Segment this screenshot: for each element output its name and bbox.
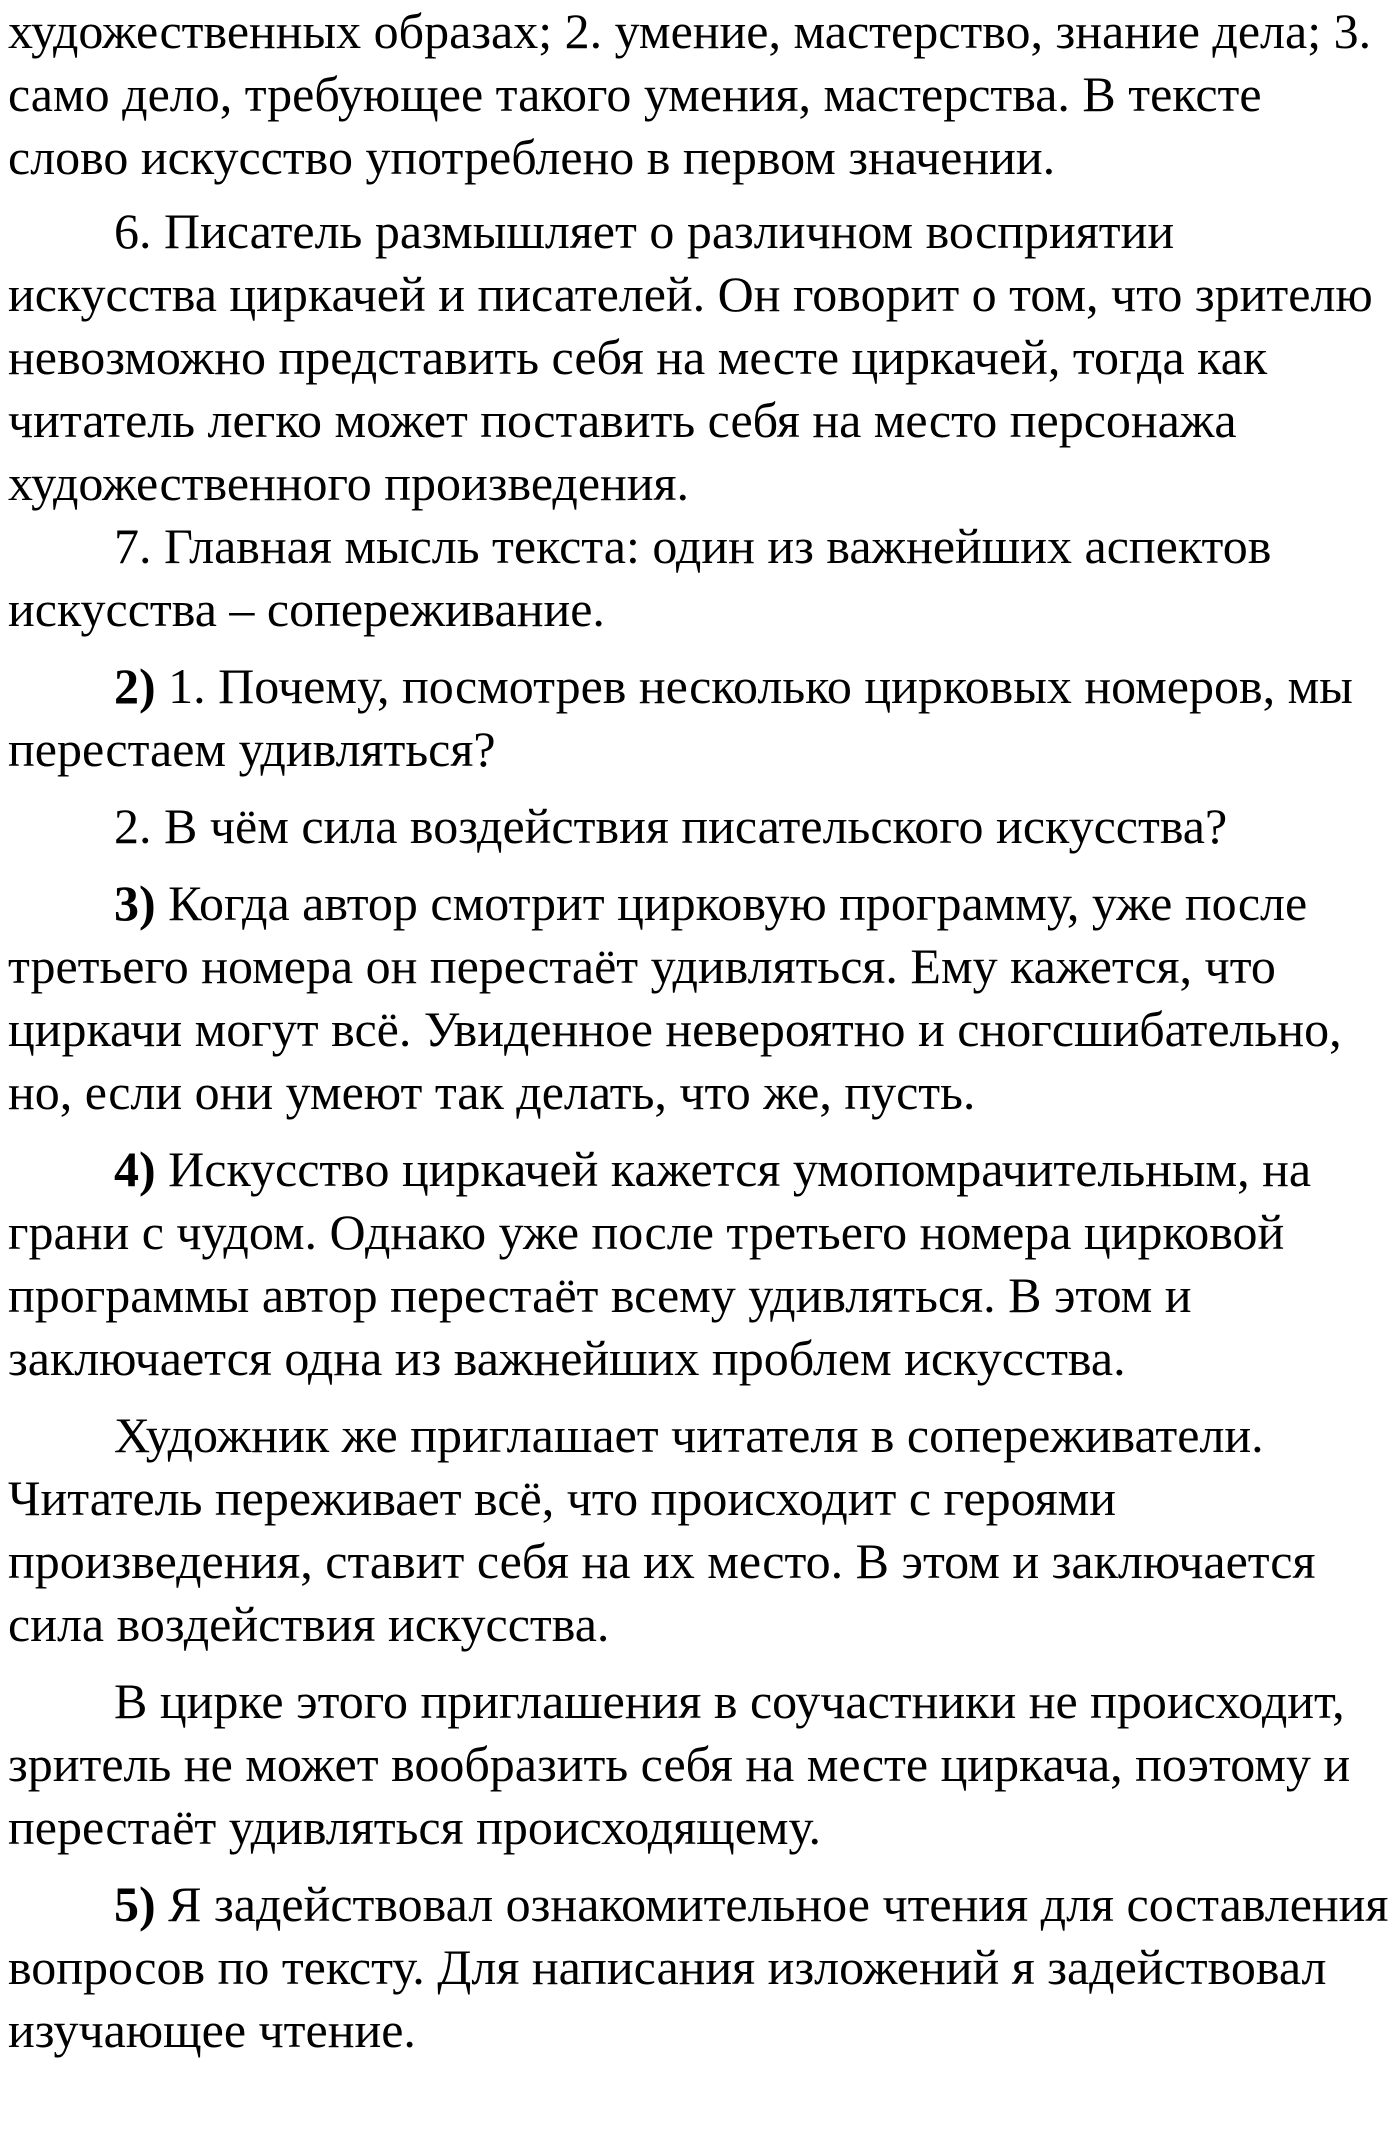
paragraph-text: 1. Почему, посмотрев несколько цирковых номеров, мы перестаем удивляться? xyxy=(8,658,1353,777)
paragraph-text: Художник же приглашает читателя в сопереживатели. Читатель переживает всё, что происходит с героями произведения, ставит себя на их место. В этом и заключается сила воздействия искусства. xyxy=(8,1407,1316,1652)
paragraph-text: 7. Главная мысль текста: один из важнейших аспектов искусства – сопереживание. xyxy=(8,518,1272,637)
task-number-label: 3) xyxy=(114,875,156,931)
paragraph-text: художественных образах; 2. умение, мастерство, знание дела; 3. само дело, требующее такого умения, мастерства. В тексте слово искусство употреблено в первом значении. xyxy=(8,3,1372,185)
paragraph-task-4 xyxy=(8,1138,1392,1390)
task-number-label: 5) xyxy=(114,1876,156,1932)
paragraph-artist xyxy=(8,1404,1392,1656)
task-number-label: 4) xyxy=(114,1141,156,1197)
paragraph-answer-7 xyxy=(8,515,1392,641)
paragraph-task-5 xyxy=(8,1873,1392,2062)
paragraph-answer-6 xyxy=(8,200,1392,515)
paragraph-circus xyxy=(8,1670,1392,1859)
paragraph-word-meanings xyxy=(8,0,1392,189)
paragraph-task-3 xyxy=(8,872,1392,1124)
paragraph-task-2 xyxy=(8,655,1392,781)
document-page xyxy=(8,0,1392,2062)
paragraph-text: Искусство циркачей кажется умопомрачительным, на грани с чудом. Однако уже после третьего номера цирковой программы автор перестаёт всему удивляться. В этом и заключается одна из важнейших проблем искусства. xyxy=(8,1141,1312,1386)
task-number-label: 2) xyxy=(114,658,156,714)
paragraph-question-2 xyxy=(8,795,1392,858)
paragraph-text: 6. Писатель размышляет о различном восприятии искусства циркачей и писателей. Он говорит о том, что зрителю невозможно представить себя на месте циркачей, тогда как читатель легко может поставить себя на место персонажа художественного произведения. xyxy=(8,203,1373,511)
paragraph-text: Когда автор смотрит цирковую программу, уже после третьего номера он перестаёт удивляться. Ему кажется, что циркачи могут всё. Увиденное невероятно и сногсшибательно, но, если они умеют так делать, что же, пусть. xyxy=(8,875,1342,1120)
paragraph-text: Я задействовал ознакомительное чтения для составления вопросов по тексту. Для написания изложений я задействовал изучающее чтение. xyxy=(8,1876,1389,2058)
paragraph-text: В цирке этого приглашения в соучастники не происходит, зритель не может вообразить себя на месте циркача, поэтому и перестаёт удивляться происходящему. xyxy=(8,1673,1351,1855)
paragraph-text: 2. В чём сила воздействия писательского искусства? xyxy=(114,798,1228,854)
